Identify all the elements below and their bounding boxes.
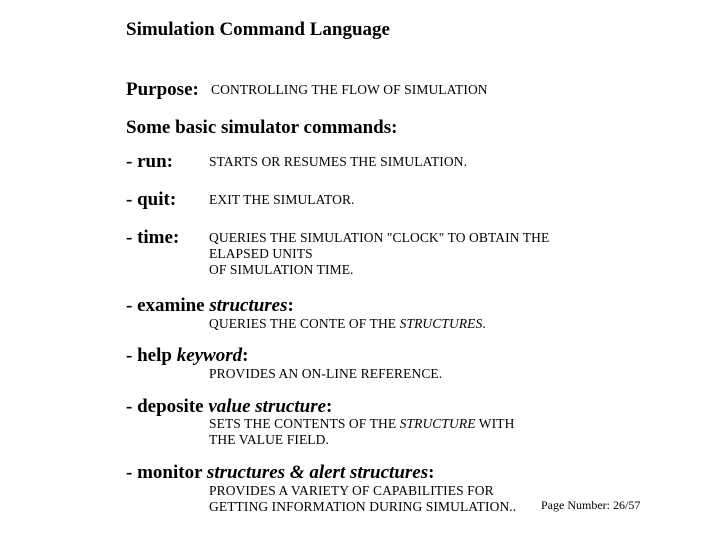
command-run-description: STARTS OR RESUMES THE SIMULATION. <box>209 154 468 169</box>
purpose-value: CONTROLLING THE FLOW OF SIMULATION <box>211 82 488 97</box>
command-help-description: PROVIDES AN ON-LINE REFERENCE. <box>209 366 443 381</box>
command-deposite-description-line1: SETS THE CONTENTS OF THE STRUCTURE WITH <box>209 416 515 431</box>
purpose-label: Purpose: <box>126 79 199 100</box>
command-quit: - quit: <box>126 189 177 210</box>
page-title: Simulation Command Language <box>126 19 390 40</box>
command-examine: - examine structures: <box>126 295 294 316</box>
command-time-description-line3: OF SIMULATION TIME. <box>209 262 354 277</box>
command-monitor-description-line1: PROVIDES A VARIETY OF CAPABILITIES FOR <box>209 483 494 498</box>
command-time: - time: <box>126 227 180 248</box>
command-deposite: - deposite value structure: <box>126 396 333 417</box>
command-monitor-description-line2: GETTING INFORMATION DURING SIMULATION.. <box>209 499 517 514</box>
command-run: - run: <box>126 151 173 172</box>
command-time-description-line2: ELAPSED UNITS <box>209 246 313 261</box>
command-time-description-line1: QUERIES THE SIMULATION "CLOCK" TO OBTAIN THE <box>209 230 550 245</box>
command-quit-description: EXIT THE SIMULATOR. <box>209 192 355 207</box>
command-monitor: - monitor structures & alert structures: <box>126 462 435 483</box>
page-number: Page Number: 26/57 <box>541 498 641 512</box>
command-deposite-description-line2: THE VALUE FIELD. <box>209 432 329 447</box>
command-help: - help keyword: <box>126 345 249 366</box>
command-examine-description: QUERIES THE CONTE OF THE STRUCTURES. <box>209 316 486 331</box>
section-heading: Some basic simulator commands: <box>126 117 398 138</box>
